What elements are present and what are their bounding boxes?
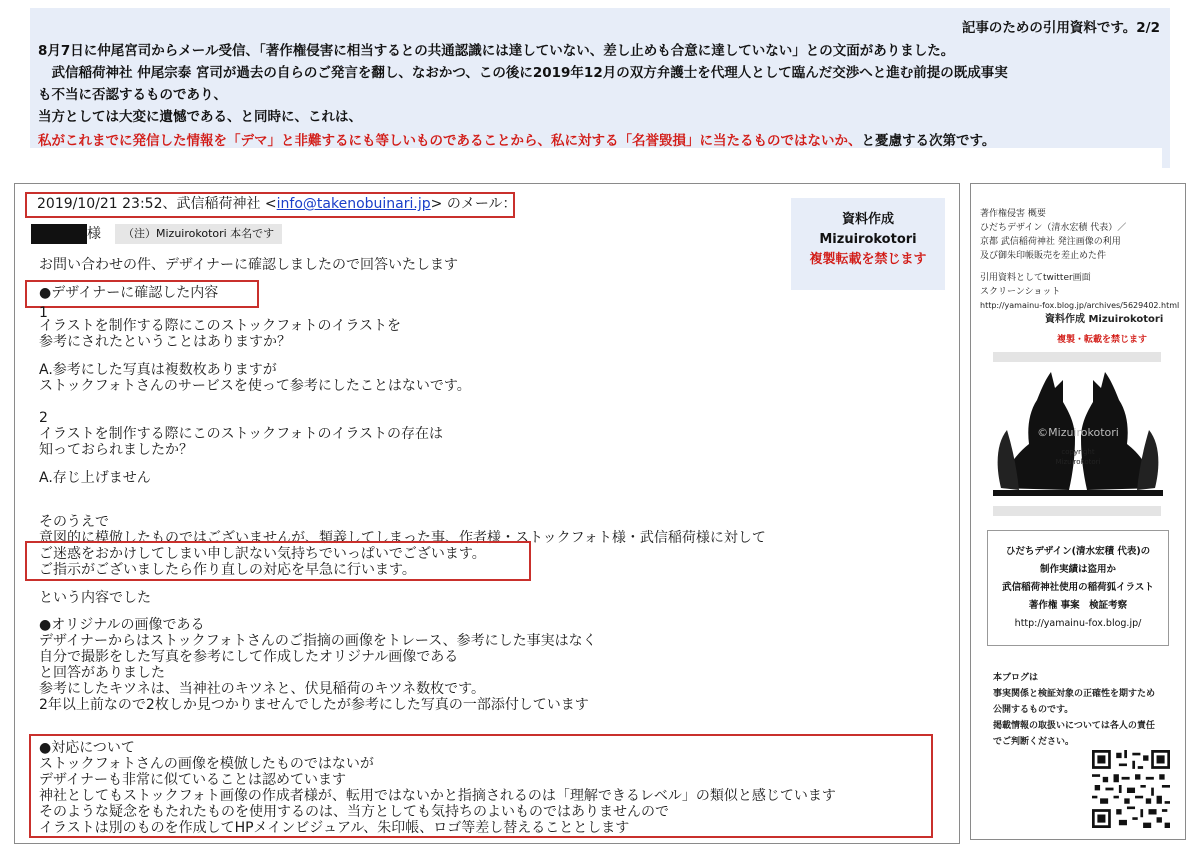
email-line: そのうえで <box>39 514 109 530</box>
sidebar-footer-line: 掲載情報の取扱いについては各人の責任 <box>993 721 1155 731</box>
header-line-4: 当方としては大変に遺憾である、と同時に、これは、 <box>38 109 362 125</box>
name-note: （注）Mizuirokotori 本名です <box>115 224 282 244</box>
email-line: デザイナーも非常に似ていることは認めています <box>39 772 347 788</box>
sidebar-divider <box>993 352 1161 362</box>
fox-logo-icon <box>993 368 1163 500</box>
email-line: お問い合わせの件、デザイナーに確認しましたので回答いたします <box>39 257 459 273</box>
watermark-text: ©Mizuirokotori <box>1037 426 1119 439</box>
sidebar-line: スクリーンショット <box>980 287 1061 297</box>
sidebar-line: ひだちデザイン（清水宏積 代表）／ <box>980 223 1127 233</box>
sidebar-line: 及び御朱印帳販売を差止めた件 <box>980 251 1107 261</box>
header-line-2: 武信稲荷神社 仲尾宗泰 宮司が過去の自らのご発言を翻し、なおかつ、この後に2019年12月の双方弁護士を代理人として臨んだ交渉へと進む前提の既成事実 <box>38 65 1008 81</box>
sidebar-line: 著作権侵害 概要 <box>980 209 1046 219</box>
email-line: 1 <box>39 305 48 321</box>
email-line: 参考にされたということはありますか？ <box>39 334 291 350</box>
email-line: 自分で撮影をした写真を参考にして作成したオリジナル画像である <box>39 649 459 665</box>
sidebar-footer-line: 本ブログは <box>993 673 1039 683</box>
email-line: ご指示がございましたら作り直しの対応を早急に行います。 <box>39 562 416 578</box>
email-line: という内容でした <box>39 590 151 606</box>
copyright-text-2: Mizuirokotori <box>1055 458 1101 466</box>
email-line: 神社としてもストックフォト画像の作成者様が、転用ではないかと指摘されるのは「理解できるレベル」の類似と感じています <box>39 788 836 804</box>
email-line: ストックフォトさんのサービスを使って参考にしたことはないです。 <box>39 378 471 394</box>
email-line: ご迷惑をおかけしてしまい申し訳ない気持ちでいっぱいでございます。 <box>39 546 486 562</box>
sidebar-box-line: ひだちデザイン(清水宏積 代表)の <box>1005 546 1151 557</box>
email-line: A.存じ上げません <box>39 470 151 486</box>
email-line: 意図的に模倣したものではございませんが、類義してしまった事、作者様・ストックフォト様・武信稲荷様に対して <box>39 530 766 546</box>
sidebar-box-line: 著作権 事案 検証考察 <box>1028 600 1128 611</box>
sidebar-line: 京都 武信稲荷神社 発注画像の利用 <box>980 237 1121 247</box>
email-line: そのような疑念をもたれたものを使用するのは、当方としても気持ちのよいものではありませんので <box>39 804 669 820</box>
sidebar-url: http://yamainu-fox.blog.jp/archives/5629402.html <box>980 301 1180 310</box>
sidebar-footer-line: 公開するものです。 <box>993 705 1074 715</box>
credit-box <box>791 198 945 290</box>
sidebar-footer-line: でご判断ください。 <box>993 737 1075 747</box>
highlight-box-header <box>25 192 515 218</box>
email-line: イラストは別のものを作成してHPメインビジュアル、朱印帳、ロゴ等差し替えることとします <box>39 820 630 836</box>
copyright-text-1: copyright <box>1061 448 1095 456</box>
sidebar-line: 引用資料としてtwitter画面 <box>980 273 1091 283</box>
header-line-5 <box>38 132 995 150</box>
sidebar-divider <box>993 506 1161 516</box>
header-panel <box>30 8 1170 168</box>
sidebar-no-copy: 複製・転載を禁じます <box>1057 335 1148 345</box>
sidebar-box-url[interactable]: http://yamainu-fox.blog.jp/ <box>1014 618 1142 629</box>
email-line: イラストを制作する際にこのストックフォトのイラストの存在は <box>39 426 444 442</box>
redacted-name <box>31 224 87 244</box>
sidebar-author: 資料作成 Mizuirokotori <box>1045 314 1164 325</box>
email-link[interactable]: info@takenobuinari.jp <box>276 196 431 212</box>
email-line: ●対応について <box>39 740 135 756</box>
sidebar-footer-line: 事実関係と検証対象の正確性を期すため <box>993 689 1156 699</box>
email-line: と回答がありました <box>39 665 165 681</box>
salutation: 様 <box>87 226 101 242</box>
sidebar-panel <box>970 183 1186 840</box>
email-line: ストックフォトさんの画像を模倣したものではないが <box>39 756 374 772</box>
email-line: 2 <box>39 410 48 426</box>
email-line: イラストを制作する際にこのストックフォトのイラストを <box>39 318 402 334</box>
sidebar-blog-box <box>987 530 1169 646</box>
email-header-prefix: 2019/10/21 23:52、武信稲荷神社 < <box>37 196 277 212</box>
header-line-5-red: 私がこれまでに発信した情報を「デマ」と非難するにも等しいものであることから、私に対する「名誉毀損」に当たるものではないか、 <box>38 133 862 149</box>
email-line: 知っておられましたか？ <box>39 442 193 458</box>
email-panel <box>14 183 960 844</box>
page-label: 記事のための引用資料です。2/2 <box>961 20 1160 36</box>
email-line: A.参考にした写真は複数枚ありますが <box>39 362 277 378</box>
credit-line-3: 複製転載を禁じます <box>809 252 927 267</box>
sidebar-box-line: 武信稲荷神社使用の稲荷狐イラスト <box>1002 582 1154 593</box>
credit-line-2: Mizuirokotori <box>819 232 917 247</box>
header-line-5-black: と憂慮する次第です。 <box>861 133 996 149</box>
email-header-suffix: > のメール： <box>430 196 517 212</box>
credit-line-1: 資料作成 <box>841 212 894 227</box>
email-line: 2年以上前なので2枚しか見つかりませんでしたが参考にした写真の一部添付しています <box>39 697 589 713</box>
email-line: ●オリジナルの画像である <box>39 617 205 633</box>
header-line-3: も不当に否認するものであり、 <box>38 87 227 103</box>
email-line: 参考にしたキツネは、当神社のキツネと、伏見稲荷のキツネ数枚です。 <box>39 681 486 697</box>
qr-code-icon[interactable] <box>1092 750 1170 828</box>
sidebar-box-line: 制作実績は盗用か <box>1039 564 1116 575</box>
header-line-1: 8月7日に仲尾宮司からメール受信、「著作権侵害に相当するとの共通認識には達していない、差し止めも合意に達していない」との文面がありました。 <box>38 43 955 59</box>
header-strip <box>30 148 1162 168</box>
email-line: デザイナーからはストックフォトさんのご指摘の画像をトレース、参考にした事実はなく <box>39 633 597 649</box>
email-line: ●デザイナーに確認した内容 <box>39 285 219 301</box>
